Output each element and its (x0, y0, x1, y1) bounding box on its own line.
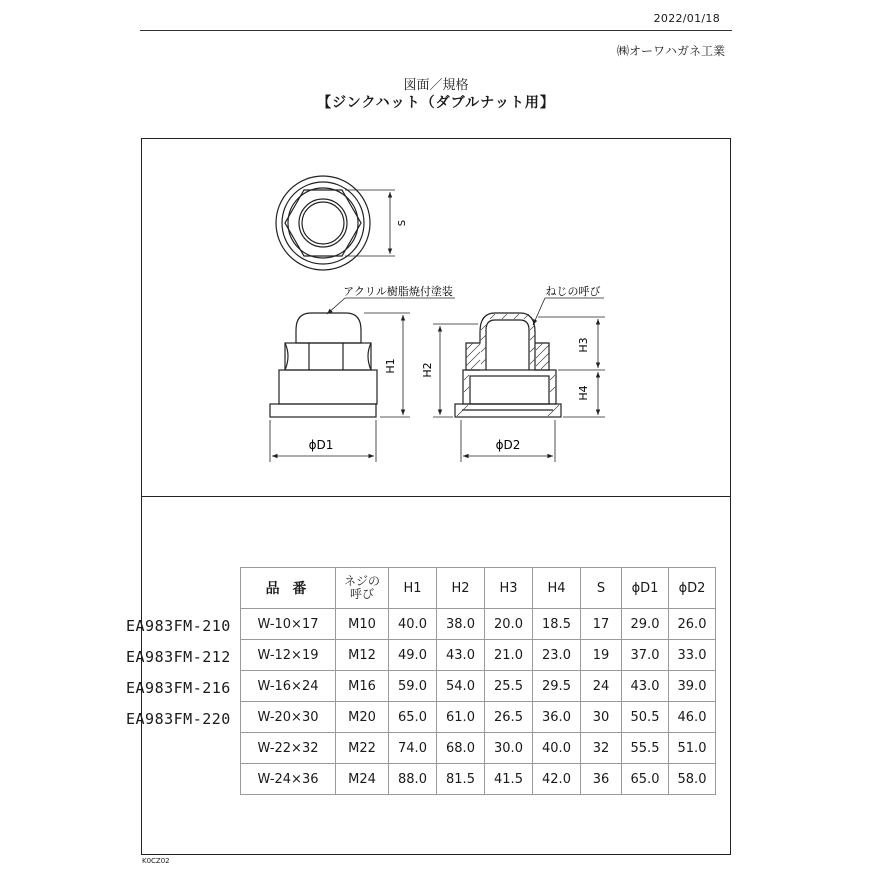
cell-neji: M16 (336, 671, 389, 702)
cell-h1: 40.0 (389, 609, 437, 640)
cell-neji: M10 (336, 609, 389, 640)
cell-h2: 68.0 (437, 733, 485, 764)
cell-h4: 18.5 (533, 609, 581, 640)
cell-s: 19 (581, 640, 622, 671)
exterior-view (270, 313, 377, 417)
spec-table (240, 567, 716, 795)
cell-h2: 43.0 (437, 640, 485, 671)
product-code: EA983FM-210 (126, 617, 231, 635)
col-neji-line1: ネジの (343, 574, 380, 588)
cell-h4: 42.0 (533, 764, 581, 795)
dim-h4-label: H4 (577, 385, 590, 401)
cell-h3: 41.5 (485, 764, 533, 795)
cell-d2: 39.0 (669, 671, 716, 702)
cell-d1: 50.5 (622, 702, 669, 733)
product-code-list (126, 611, 231, 735)
col-h3: H3 (485, 568, 533, 609)
company-name: ㈱オーワハガネ工業 (616, 44, 725, 58)
dim-d1-label: ϕD1 (308, 438, 334, 452)
cell-h2: 61.0 (437, 702, 485, 733)
document-title: 図面／規格 (403, 78, 469, 93)
cell-neji: M12 (336, 640, 389, 671)
cell-d1: 29.0 (622, 609, 669, 640)
section-hatching (457, 314, 559, 416)
cell-d1: 55.5 (622, 733, 669, 764)
table-row (241, 640, 716, 671)
dim-h3-label: H3 (577, 337, 590, 353)
col-s: S (581, 568, 622, 609)
table-row (241, 764, 716, 795)
cell-h1: 74.0 (389, 733, 437, 764)
cell-h2: 38.0 (437, 609, 485, 640)
cell-neji: M22 (336, 733, 389, 764)
cell-d2: 46.0 (669, 702, 716, 733)
cell-hinban: W-10×17 (241, 609, 336, 640)
dim-s (345, 190, 408, 256)
cell-d2: 51.0 (669, 733, 716, 764)
cell-s: 17 (581, 609, 622, 640)
cell-h4: 40.0 (533, 733, 581, 764)
col-d2: ϕD2 (669, 568, 716, 609)
dim-d2-label: ϕD2 (495, 438, 521, 452)
cell-hinban: W-20×30 (241, 702, 336, 733)
cell-h1: 88.0 (389, 764, 437, 795)
dim-h1-label: H1 (384, 358, 397, 374)
table-header-row (241, 568, 716, 609)
cell-h4: 29.5 (533, 671, 581, 702)
cell-h1: 49.0 (389, 640, 437, 671)
dim-s-label: S (397, 219, 408, 227)
col-neji (336, 568, 389, 609)
cell-s: 24 (581, 671, 622, 702)
col-h2: H2 (437, 568, 485, 609)
document-date: 2022/01/18 (653, 12, 720, 25)
dim-h2-label: H2 (421, 362, 434, 378)
cell-hinban: W-24×36 (241, 764, 336, 795)
product-code: EA983FM-216 (126, 679, 231, 697)
dim-h3-h4 (538, 317, 605, 417)
product-code: EA983FM-220 (126, 710, 231, 728)
thread-note: ねじの呼び (545, 285, 601, 298)
dim-d1 (270, 420, 376, 462)
cell-h1: 65.0 (389, 702, 437, 733)
col-h4: H4 (533, 568, 581, 609)
cell-h3: 21.0 (485, 640, 533, 671)
coating-note: アクリル樹脂焼付塗装 (343, 285, 453, 298)
cell-h1: 59.0 (389, 671, 437, 702)
product-code: EA983FM-212 (126, 648, 231, 666)
col-hinban: 品 番 (241, 568, 336, 609)
table-row (241, 702, 716, 733)
cell-s: 32 (581, 733, 622, 764)
cell-h3: 25.5 (485, 671, 533, 702)
cell-d1: 43.0 (622, 671, 669, 702)
cell-h4: 36.0 (533, 702, 581, 733)
coating-callout (327, 284, 455, 314)
col-h1: H1 (389, 568, 437, 609)
document-code: K0CZ02 (142, 857, 170, 865)
table-row (241, 671, 716, 702)
cell-hinban: W-16×24 (241, 671, 336, 702)
cell-d2: 33.0 (669, 640, 716, 671)
cell-d2: 58.0 (669, 764, 716, 795)
cell-hinban: W-12×19 (241, 640, 336, 671)
thread-callout (533, 285, 604, 325)
cell-h3: 26.5 (485, 702, 533, 733)
table-row (241, 733, 716, 764)
dim-d2 (461, 420, 555, 462)
cell-neji: M24 (336, 764, 389, 795)
cell-h2: 81.5 (437, 764, 485, 795)
cell-hinban: W-22×32 (241, 733, 336, 764)
col-neji-line2: 呼び (349, 587, 374, 601)
cell-s: 36 (581, 764, 622, 795)
cell-d2: 26.0 (669, 609, 716, 640)
cell-h3: 30.0 (485, 733, 533, 764)
product-title: 【ジンクハット（ダブルナット用】 (317, 95, 555, 111)
cell-h4: 23.0 (533, 640, 581, 671)
cell-d1: 65.0 (622, 764, 669, 795)
cell-neji: M20 (336, 702, 389, 733)
table-row (241, 609, 716, 640)
cell-d1: 37.0 (622, 640, 669, 671)
col-d1: ϕD1 (622, 568, 669, 609)
cell-h3: 20.0 (485, 609, 533, 640)
cell-h2: 54.0 (437, 671, 485, 702)
cell-s: 30 (581, 702, 622, 733)
